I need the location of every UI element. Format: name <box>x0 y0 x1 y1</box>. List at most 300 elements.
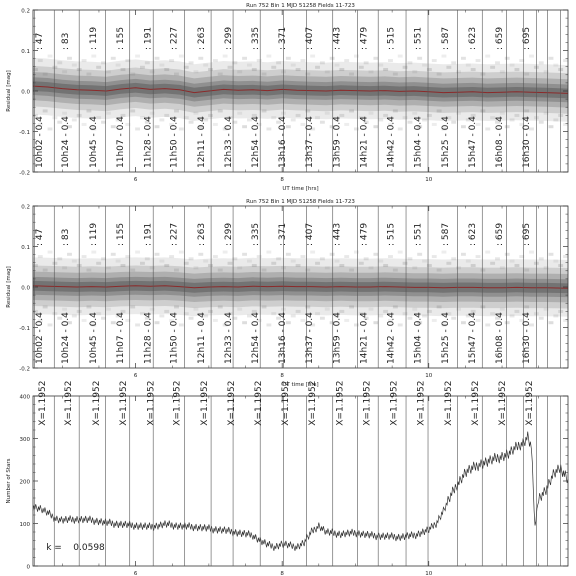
x-tick-label: 10 <box>425 177 433 183</box>
residual-density-cell <box>524 73 529 76</box>
field-time-label: 10h02 - 0.4 <box>34 312 45 364</box>
residual-density-cell <box>198 57 203 60</box>
residual-density-cell <box>480 73 485 76</box>
residual-density-cell <box>398 55 403 58</box>
residual-density-cell <box>237 70 242 73</box>
field-number-label: : 191 <box>143 222 154 246</box>
field-number-label: : 371 <box>278 222 289 246</box>
residual-density-cell <box>266 323 271 326</box>
residual-density-cell <box>349 73 354 76</box>
residual-density-cell <box>189 257 194 260</box>
field-number-label: : 443 <box>332 222 343 246</box>
residual-density-cell <box>403 262 408 265</box>
residual-density-cell <box>218 305 223 308</box>
airmass-label: X=1.1952 <box>146 380 157 426</box>
field-time-label: 13h59 - 0.4 <box>332 312 343 364</box>
residual-density-cell <box>476 59 481 62</box>
field-number-label: : 515 <box>386 26 397 50</box>
airmass-label: X=1.1952 <box>119 380 130 426</box>
residual-density-cell <box>393 269 398 272</box>
residual-density-cell <box>500 70 505 73</box>
residual-density-cell <box>553 64 558 67</box>
residual-density-cell <box>43 269 48 272</box>
residual-density-cell <box>271 262 276 265</box>
residual-density-cell <box>223 55 228 58</box>
residual-density-cell <box>164 68 169 71</box>
residual-density-cell <box>247 64 252 67</box>
residual-density-cell <box>150 266 155 269</box>
residual-density-cell <box>510 64 515 67</box>
residual-density-cell <box>218 269 223 272</box>
field-number-label: : 623 <box>467 222 478 246</box>
residual-density-cell <box>121 264 126 267</box>
residual-density-cell <box>553 314 558 317</box>
field-time-label: 14h21 - 0.4 <box>359 312 370 364</box>
residual-density-cell <box>412 308 417 311</box>
residual-density-cell <box>369 70 374 73</box>
residual-density-cell <box>213 319 218 322</box>
residual-density-cell <box>495 61 500 64</box>
y-axis-label: Residual [mag] <box>6 266 12 308</box>
residual-density-cell <box>364 61 369 64</box>
airmass-label: X=1.1952 <box>525 380 536 426</box>
residual-density-cell <box>130 269 135 272</box>
residual-density-cell <box>549 125 554 128</box>
residual-density-cell <box>515 68 520 71</box>
field-time-label: 16h08 - 0.4 <box>495 312 506 364</box>
x-axis-label: UT time [hrs] <box>282 382 319 388</box>
residual-density-cell <box>480 109 485 112</box>
field-time-label: 11h28 - 0.4 <box>143 116 154 168</box>
field-time-label: 12h54 - 0.4 <box>250 312 261 364</box>
residual-density-cell <box>213 59 218 62</box>
residual-density-cell <box>57 257 62 260</box>
residual-density-cell <box>203 260 208 263</box>
residual-density-cell <box>164 264 169 267</box>
residual-density-cell <box>398 251 403 254</box>
residual-density-cell <box>106 308 111 311</box>
residual-density-cell <box>96 66 101 69</box>
residual-density-cell <box>96 262 101 265</box>
residual-density-cell <box>485 323 490 326</box>
field-number-label: : 515 <box>386 222 397 246</box>
residual-density-cell <box>262 269 267 272</box>
residual-density-cell <box>135 251 140 254</box>
residual-density-cell <box>33 264 38 267</box>
residual-density-cell <box>529 55 534 58</box>
residual-density-cell <box>412 70 417 73</box>
residual-density-cell <box>330 57 335 60</box>
residual-density-cell <box>159 118 164 121</box>
x-tick-label: 8 <box>280 373 284 379</box>
field-time-label: 11h50 - 0.4 <box>169 312 180 364</box>
field-time-label: 15h47 - 0.4 <box>467 312 478 364</box>
field-time-label: 15h04 - 0.4 <box>413 312 424 364</box>
airmass-label: X=1.1952 <box>64 380 75 426</box>
field-time-label: 13h37 - 0.4 <box>305 116 316 168</box>
residual-density-cell <box>369 308 374 311</box>
residual-density-cell <box>383 264 388 267</box>
residual-density-cell <box>388 255 393 258</box>
residual-density-cell <box>364 257 369 260</box>
residual-density-cell <box>111 125 116 128</box>
field-time-label: 11h07 - 0.4 <box>116 116 127 168</box>
residual-density-cell <box>262 109 267 112</box>
field-time-label: 10h45 - 0.4 <box>89 312 100 364</box>
residual-density-cell <box>524 109 529 112</box>
residual-density-cell <box>198 253 203 256</box>
field-number-label: : 155 <box>116 222 127 246</box>
residual-density-cell <box>189 317 194 320</box>
residual-density-cell <box>252 68 257 71</box>
residual-density-cell <box>208 68 213 71</box>
residual-density-cell <box>446 66 451 69</box>
residual-density-cell <box>252 264 257 267</box>
residual-density-cell <box>169 255 174 258</box>
airmass-label: X=1.1952 <box>37 380 48 426</box>
residual-density-cell <box>505 125 510 128</box>
y-axis-label: Residual [mag] <box>6 70 12 112</box>
residual-density-cell <box>432 319 437 322</box>
residual-density-cell <box>52 262 57 265</box>
residual-density-cell <box>62 308 67 311</box>
residual-density-cell <box>208 114 213 117</box>
residual-density-cell <box>500 266 505 269</box>
airmass-label: X=1.1952 <box>92 380 103 426</box>
residual-density-cell <box>296 264 301 267</box>
residual-density-cell <box>510 314 515 317</box>
field-number-label: : 299 <box>223 26 234 50</box>
residual-density-cell <box>286 57 291 60</box>
residual-density-cell <box>72 118 77 121</box>
residual-density-cell <box>325 266 330 269</box>
y-tick-label: 300 <box>19 437 30 443</box>
residual-density-cell <box>485 127 490 130</box>
residual-density-cell <box>38 59 43 62</box>
chart-title: Run 752 Bin 1 MJD 51258 Fields 11-723 <box>246 199 355 205</box>
residual-density-cell <box>524 305 529 308</box>
x-tick-label: 10 <box>425 571 433 576</box>
airmass-label: X=1.1952 <box>362 380 373 426</box>
residual-density-cell <box>72 260 77 263</box>
residual-density-cell <box>437 305 442 308</box>
residual-density-cell <box>87 73 92 76</box>
residual-density-cell <box>495 257 500 260</box>
residual-density-cell <box>33 68 38 71</box>
residual-density-cell <box>320 121 325 124</box>
y-tick-label: -0.2 <box>19 366 30 373</box>
residual-density-cell <box>179 55 184 58</box>
residual-density-cell <box>223 251 228 254</box>
residual-density-cell <box>393 305 398 308</box>
residual-density-cell <box>412 112 417 115</box>
residual-density-cell <box>422 260 427 263</box>
y-tick-label: 0.2 <box>21 204 30 211</box>
residual-density-cell <box>344 123 349 126</box>
residual-density-cell <box>505 253 510 256</box>
residual-density-cell <box>218 73 223 76</box>
field-number-label: : 335 <box>250 222 261 246</box>
residual-density-cell <box>174 109 179 112</box>
field-time-label: 12h11 - 0.4 <box>196 116 207 168</box>
field-time-label: 15h25 - 0.4 <box>440 116 451 168</box>
field-time-label: 12h33 - 0.4 <box>223 116 234 168</box>
y-tick-label: 0.1 <box>21 49 30 55</box>
residual-density-cell <box>271 116 276 119</box>
residual-density-cell <box>169 59 174 62</box>
airmass-label: X=1.1952 <box>253 380 264 426</box>
residual-density-cell <box>432 255 437 258</box>
residual-density-cell <box>101 121 106 124</box>
residual-density-cell <box>301 59 306 62</box>
residual-density-cell <box>82 319 87 322</box>
residual-density-cell <box>218 109 223 112</box>
residual-density-cell <box>398 323 403 326</box>
residual-density-cell <box>553 260 558 263</box>
residual-density-cell <box>271 312 276 315</box>
residual-density-cell <box>417 253 422 256</box>
residual-density-cell <box>466 260 471 263</box>
residual-density-cell <box>320 257 325 260</box>
residual-density-cell <box>213 255 218 258</box>
residual-density-cell <box>437 73 442 76</box>
residual-density-cell <box>67 253 72 256</box>
residual-density-cell <box>515 114 520 117</box>
residual-density-cell <box>437 269 442 272</box>
airmass-label: X=1.1952 <box>498 380 509 426</box>
field-time-label: 12h33 - 0.4 <box>223 312 234 364</box>
residual-density-cell <box>315 66 320 69</box>
residual-density-cell <box>48 323 53 326</box>
residual-density-cell <box>539 317 544 320</box>
residual-density-cell <box>247 260 252 263</box>
field-time-label: 13h37 - 0.4 <box>305 312 316 364</box>
residual-density-cell <box>553 118 558 121</box>
field-number-label: : 443 <box>332 26 343 50</box>
y-tick-label: 400 <box>19 394 30 401</box>
field-time-label: 10h02 - 0.4 <box>34 116 45 168</box>
residual-density-cell <box>403 312 408 315</box>
residual-density-cell <box>52 66 57 69</box>
residual-density-cell <box>378 260 383 263</box>
field-number-label: : 155 <box>116 26 127 50</box>
residual-density-cell <box>140 66 145 69</box>
field-number-label: : 623 <box>467 26 478 50</box>
residual-density-cell <box>194 308 199 311</box>
residual-density-cell <box>403 66 408 69</box>
residual-density-cell <box>155 253 160 256</box>
residual-density-cell <box>174 305 179 308</box>
residual-density-cell <box>325 112 330 115</box>
residual-density-cell <box>291 118 296 121</box>
field-time-label: 11h50 - 0.4 <box>169 116 180 168</box>
residual-density-cell <box>369 112 374 115</box>
residual-density-cell <box>354 127 359 130</box>
k-value: 0.0598 <box>73 542 105 553</box>
residual-density-cell <box>403 116 408 119</box>
residual-density-cell <box>286 253 291 256</box>
field-number-label: : 119 <box>89 222 100 246</box>
residual-density-cell <box>563 59 568 62</box>
field-number-label: : 587 <box>440 26 451 50</box>
residual-density-cell <box>471 68 476 71</box>
residual-density-cell <box>159 64 164 67</box>
residual-density-cell <box>57 61 62 64</box>
residual-density-cell <box>442 55 447 58</box>
residual-density-cell <box>549 321 554 324</box>
residual-density-cell <box>515 310 520 313</box>
field-number-label: : 695 <box>522 222 533 246</box>
field-number-label: : 299 <box>223 222 234 246</box>
residual-density-cell <box>408 61 413 64</box>
residual-density-cell <box>373 57 378 60</box>
residual-density-cell <box>130 305 135 308</box>
residual-density-cell <box>203 64 208 67</box>
residual-density-cell <box>310 251 315 254</box>
residual-density-cell <box>446 262 451 265</box>
residual-density-cell <box>408 257 413 260</box>
residual-density-cell <box>140 262 145 265</box>
residual-density-cell <box>461 57 466 60</box>
residual-density-cell <box>471 264 476 267</box>
airmass-label: X=1.1952 <box>335 380 346 426</box>
field-time-label: 14h42 - 0.4 <box>386 312 397 364</box>
residual-density-cell <box>150 70 155 73</box>
residual-density-cell <box>344 319 349 322</box>
residual-density-cell <box>480 305 485 308</box>
residual-density-cell <box>330 253 335 256</box>
residual-density-cell <box>461 321 466 324</box>
residual-density-cell <box>500 112 505 115</box>
residual-density-cell <box>242 321 247 324</box>
airmass-label: X=1.1952 <box>172 380 183 426</box>
residual-density-cell <box>155 125 160 128</box>
field-number-label: : 659 <box>495 26 506 50</box>
y-tick-label: 0.1 <box>21 245 30 251</box>
residual-density-cell <box>135 323 140 326</box>
residual-density-cell <box>101 257 106 260</box>
residual-density-cell <box>344 255 349 258</box>
residual-density-cell <box>427 114 432 117</box>
residual-density-cell <box>310 55 315 58</box>
residual-density-cell <box>398 127 403 130</box>
residual-density-cell <box>490 262 495 265</box>
residual-density-cell <box>67 57 72 60</box>
residual-density-cell <box>505 57 510 60</box>
field-number-label: : 47 <box>34 228 45 246</box>
residual-density-cell <box>291 260 296 263</box>
residual-density-cell <box>456 266 461 269</box>
residual-density-cell <box>91 251 96 254</box>
field-time-label: 10h24 - 0.4 <box>61 312 72 364</box>
field-time-label: 12h54 - 0.4 <box>250 116 261 168</box>
residual-density-cell <box>544 266 549 269</box>
field-time-label: 16h08 - 0.4 <box>495 116 506 168</box>
residual-density-cell <box>456 70 461 73</box>
airmass-label: X=1.1952 <box>470 380 481 426</box>
residual-density-cell <box>145 61 150 64</box>
airmass-label: X=1.1952 <box>226 380 237 426</box>
residual-density-cell <box>349 305 354 308</box>
residual-density-cell <box>359 262 364 265</box>
residual-density-cell <box>62 266 67 269</box>
residual-density-cell <box>437 109 442 112</box>
residual-density-cell <box>451 61 456 64</box>
residual-density-cell <box>52 116 57 119</box>
residual-density-cell <box>271 66 276 69</box>
residual-density-cell <box>87 305 92 308</box>
residual-density-cell <box>296 310 301 313</box>
residual-density-cell <box>320 317 325 320</box>
residual-density-cell <box>549 57 554 60</box>
field-number-label: : 227 <box>169 26 180 50</box>
field-number-label: : 83 <box>61 32 72 50</box>
field-number-label: : 47 <box>34 32 45 50</box>
residual-density-cell <box>159 260 164 263</box>
residual-panel-top <box>6 3 568 192</box>
residual-density-cell <box>563 255 568 258</box>
residual-density-cell <box>461 125 466 128</box>
residual-density-cell <box>82 255 87 258</box>
residual-density-cell <box>213 123 218 126</box>
field-number-label: : 263 <box>196 222 207 246</box>
residual-density-cell <box>116 260 121 263</box>
residual-density-cell <box>476 255 481 258</box>
airmass-label: X=1.1952 <box>199 380 210 426</box>
field-number-label: : 119 <box>89 26 100 50</box>
residual-density-cell <box>87 269 92 272</box>
residual-density-cell <box>393 73 398 76</box>
field-number-label: : 551 <box>413 222 424 246</box>
field-number-label: : 407 <box>305 222 316 246</box>
residual-density-cell <box>432 123 437 126</box>
residual-density-cell <box>451 317 456 320</box>
field-number-label: : 695 <box>522 26 533 50</box>
residual-density-cell <box>189 61 194 64</box>
field-number-label: : 479 <box>359 222 370 246</box>
residual-density-cell <box>349 269 354 272</box>
residual-density-cell <box>408 121 413 124</box>
residual-density-cell <box>266 251 271 254</box>
field-number-label: : 659 <box>495 222 506 246</box>
residual-density-cell <box>150 112 155 115</box>
residual-density-cell <box>422 64 427 67</box>
residual-density-cell <box>432 59 437 62</box>
airmass-label: X=1.1952 <box>281 380 292 426</box>
field-number-label: : 587 <box>440 222 451 246</box>
residual-density-cell <box>38 255 43 258</box>
residual-density-cell <box>544 308 549 311</box>
residual-density-cell <box>510 260 515 263</box>
field-time-label: 12h11 - 0.4 <box>196 312 207 364</box>
residual-density-cell <box>451 121 456 124</box>
residual-density-cell <box>91 55 96 58</box>
residual-density-cell <box>106 70 111 73</box>
residual-density-cell <box>291 64 296 67</box>
residual-density-cell <box>427 264 432 267</box>
field-number-label: : 551 <box>413 26 424 50</box>
residual-density-cell <box>544 70 549 73</box>
residual-density-cell <box>339 264 344 267</box>
residual-density-cell <box>373 125 378 128</box>
residual-density-cell <box>194 112 199 115</box>
field-number-label: : 263 <box>196 26 207 50</box>
residual-density-cell <box>373 253 378 256</box>
residual-density-cell <box>135 55 140 58</box>
residual-density-cell <box>262 73 267 76</box>
residual-density-cell <box>544 112 549 115</box>
residual-density-cell <box>354 55 359 58</box>
